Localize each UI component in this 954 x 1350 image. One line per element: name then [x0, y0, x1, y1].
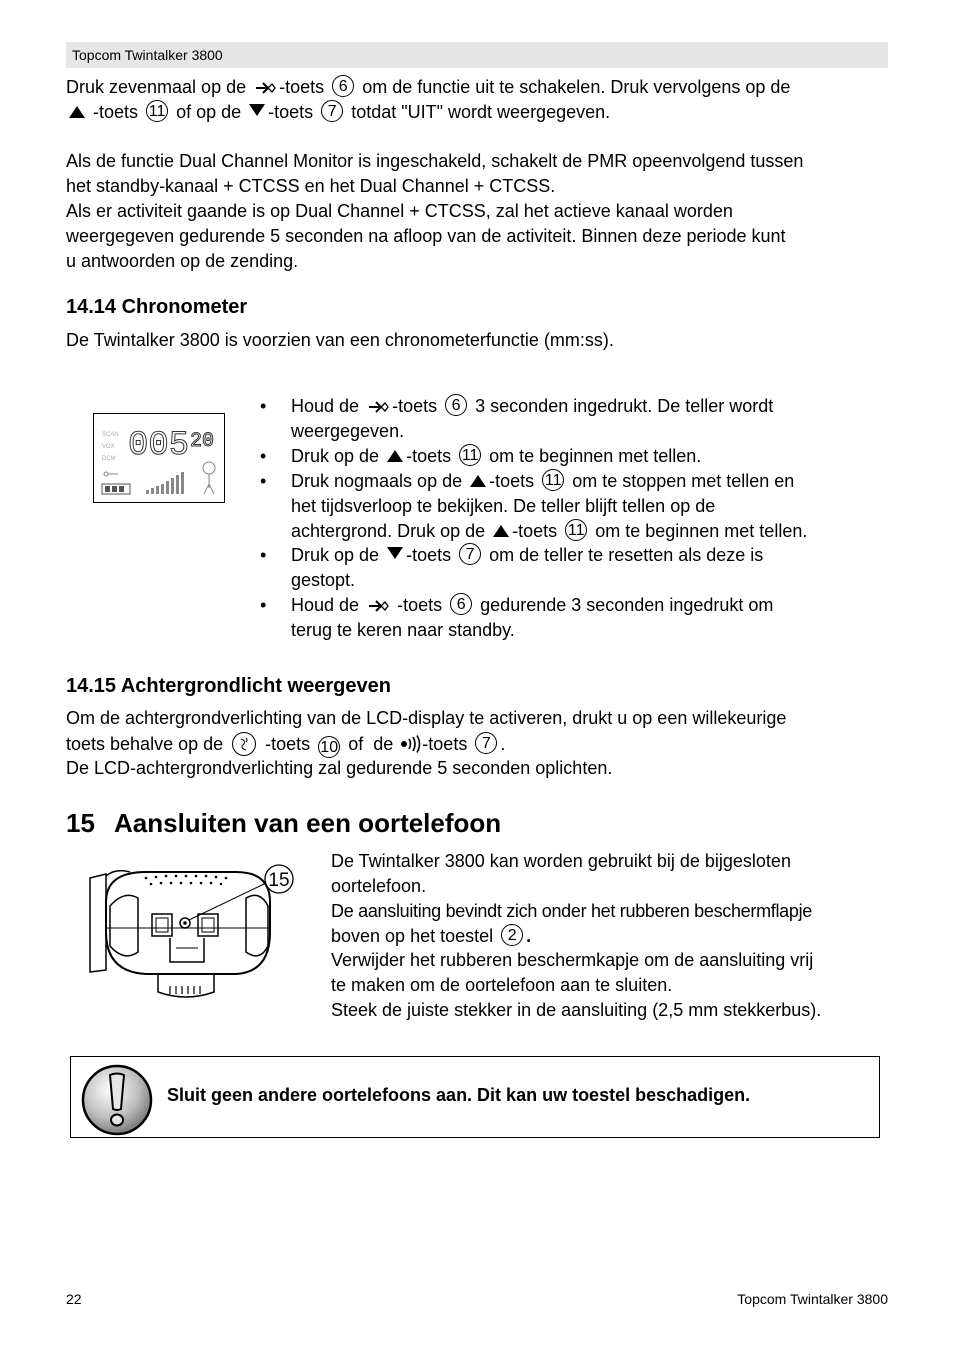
key-number-badge: 7 — [475, 732, 497, 754]
bullet-text: 3 seconden ingedrukt. De teller wordt — [475, 396, 774, 416]
intro-text: -toets — [93, 102, 139, 122]
chrono-bullet-4-line-1 — [291, 543, 763, 568]
key-number-badge: 10 — [318, 736, 340, 758]
chronometer-intro: De Twintalker 3800 is voorzien van een chronometerfunctie (mm:ss). — [66, 330, 614, 350]
bullet-text: -toets — [512, 521, 558, 541]
bullet-text: -toets — [406, 545, 452, 565]
bullet-text: om de teller te resetten als deze is — [489, 545, 764, 565]
lcd-display-illustration — [93, 413, 225, 503]
lcd-vox-label: VOX — [102, 444, 115, 450]
chrono-bullet-1-line-1 — [291, 394, 773, 419]
intro-line-2 — [66, 100, 610, 125]
lcd-person-icon — [203, 462, 215, 494]
triangle-up-icon — [493, 525, 509, 537]
backlight-line-2 — [66, 731, 505, 758]
lcd-key-symbol — [104, 472, 108, 476]
lcd-scan-label: SCAN — [102, 432, 119, 438]
chrono-bullet-5-line-1 — [291, 593, 773, 618]
key-number-badge: 2 — [501, 924, 523, 946]
bullet-text: -toets — [406, 446, 452, 466]
earphone-line-7: Steek de juiste stekker in de aansluiting (2,5 mm stekkerbus). — [331, 1000, 822, 1020]
section-heading-chronometer: 14.14 Chronometer — [66, 296, 248, 318]
menu-arrow-icon — [367, 598, 389, 614]
key-number-badge: 6 — [445, 394, 467, 416]
bullet-text: -toets — [397, 595, 443, 615]
section-heading-backlight: 14.15 Achtergrondlicht weergeven — [66, 675, 391, 697]
exclamation-icon — [80, 1063, 154, 1137]
page-number: 22 — [66, 1291, 82, 1307]
bullet: • — [260, 446, 267, 466]
chrono-bullet-1-line-2: weergegeven. — [291, 421, 405, 441]
dual-line-2: het standby-kanaal + CTCSS en het Dual Channel + CTCSS. — [66, 176, 556, 196]
key-number-badge: 7 — [459, 543, 481, 565]
callout-number: 15 — [268, 870, 290, 891]
key-number-badge: 11 — [542, 469, 564, 491]
intro-line-1 — [66, 75, 790, 100]
intro-text: Druk zevenmaal op de — [66, 77, 247, 97]
chrono-bullet-3-line-3 — [291, 519, 807, 544]
lcd-signal-bars-icon — [146, 472, 184, 494]
key-number-badge: 6 — [450, 593, 472, 615]
bullet-text: -toets — [489, 471, 535, 491]
bullet: • — [260, 396, 267, 416]
lcd-battery-cell — [105, 486, 110, 492]
exclamation-graphic — [80, 1063, 154, 1137]
chapter-heading: Aansluiten van een oortelefoon — [114, 808, 502, 838]
key-number-badge: 7 — [321, 100, 343, 122]
bullet-text: -toets — [392, 396, 438, 416]
bullet-text: Druk nogmaals op de — [291, 471, 463, 491]
intro-text: -toets — [279, 77, 325, 97]
bullet-text: gedurende 3 seconden ingedrukt om — [480, 595, 774, 615]
key-number-badge: 6 — [332, 75, 354, 97]
bullet: • — [260, 595, 267, 615]
lcd-battery-cell — [119, 486, 124, 492]
call-waves-icon — [400, 735, 422, 753]
dual-line-3: Als er activiteit gaande is op Dual Channel + CTCSS, zal het actieve kanaal worden — [66, 201, 733, 221]
lcd-big-digits: 005 — [128, 427, 190, 465]
key-number-badge: 11 — [565, 519, 587, 541]
bullet: • — [260, 545, 267, 565]
bullet-text: achtergrond. Druk op de — [291, 521, 486, 541]
key-number-badge: 11 — [146, 100, 168, 122]
triangle-up-icon — [387, 450, 403, 462]
backlight-text: . — [500, 734, 506, 754]
footer-title: Topcom Twintalker 3800 — [737, 1291, 888, 1307]
earphone-line-6: te maken om de oortelefoon aan te sluiten. — [331, 975, 673, 995]
backlight-line-1: Om de achtergrondverlichting van de LCD-display te activeren, drukt u op een willekeurige — [66, 708, 787, 728]
lcd-small-digits: 20 — [190, 430, 215, 453]
menu-arrow-icon — [254, 80, 276, 96]
backlight-line-3: De LCD-achtergrondverlichting zal gedurende 5 seconden oplichten. — [66, 758, 613, 778]
menu-arrow-icon — [367, 399, 389, 415]
bullet-text: om te stoppen met tellen en — [572, 471, 795, 491]
bullet-text: Druk op de — [291, 545, 380, 565]
bullet-text: Houd de — [291, 396, 360, 416]
dual-line-4: weergegeven gedurende 5 seconden na afloop van de activiteit. Binnen deze periode kunt — [66, 226, 786, 246]
page-header-title: Topcom Twintalker 3800 — [72, 47, 223, 63]
bullet: • — [260, 471, 267, 491]
triangle-down-icon — [387, 547, 403, 559]
chrono-bullet-5-line-2: terug te keren naar standby. — [291, 620, 515, 640]
bullet-text: Houd de — [291, 595, 360, 615]
intro-text: totdat "UIT" wordt weergegeven. — [351, 102, 611, 122]
chrono-bullet-3-line-2: het tijdsverloop te bekijken. De teller blijft tellen op de — [291, 496, 716, 516]
chapter-number: 15 — [66, 808, 95, 838]
earphone-text: . — [526, 926, 532, 946]
dual-line-1: Als de functie Dual Channel Monitor is ingeschakeld, schakelt de PMR opeenvolgend tussen — [66, 151, 804, 171]
bullet-text: Druk op de — [291, 446, 380, 466]
triangle-down-icon — [249, 104, 265, 116]
earphone-line-1: De Twintalker 3800 kan worden gebruikt bij de bijgesloten — [331, 851, 791, 871]
backlight-text: de — [373, 734, 394, 754]
warning-text: Sluit geen andere oortelefoons aan. Dit kan uw toestel beschadigen. — [167, 1085, 751, 1105]
triangle-up-icon — [69, 106, 85, 118]
intro-text: of op de — [176, 102, 242, 122]
backlight-text: of — [348, 734, 364, 754]
triangle-up-icon — [470, 475, 486, 487]
earphone-line-4 — [331, 924, 531, 949]
earphone-line-2: oortelefoon. — [331, 876, 427, 896]
monitor-icon — [231, 731, 257, 757]
earphone-jack-illustration — [86, 862, 308, 1010]
earphone-line-5: Verwijder het rubberen beschermkapje om de aansluiting vrij — [331, 950, 814, 970]
lcd-battery-cell — [112, 486, 117, 492]
chrono-bullet-2 — [291, 444, 701, 469]
key-number-badge: 11 — [459, 444, 481, 466]
device-top-graphic — [86, 862, 308, 1010]
backlight-text: -toets — [422, 734, 468, 754]
chrono-bullet-4-line-2: gestopt. — [291, 570, 356, 590]
chrono-bullet-3-line-1 — [291, 469, 794, 494]
intro-text: -toets — [268, 102, 314, 122]
intro-text: om de functie uit te schakelen. Druk vervolgens op de — [362, 77, 791, 97]
lcd-dcm-label: DCM — [102, 456, 116, 462]
earphone-line-3: De aansluiting bevindt zich onder het rubberen beschermflapje — [331, 901, 813, 921]
dual-line-5: u antwoorden op de zending. — [66, 251, 299, 271]
backlight-text: toets behalve op de — [66, 734, 224, 754]
lcd-display-graphic — [94, 414, 224, 502]
bullet-text: om te beginnen met tellen. — [595, 521, 808, 541]
bullet-text: om te beginnen met tellen. — [489, 446, 702, 466]
earphone-text: boven op het toestel — [331, 926, 494, 946]
backlight-text: -toets — [265, 734, 311, 754]
